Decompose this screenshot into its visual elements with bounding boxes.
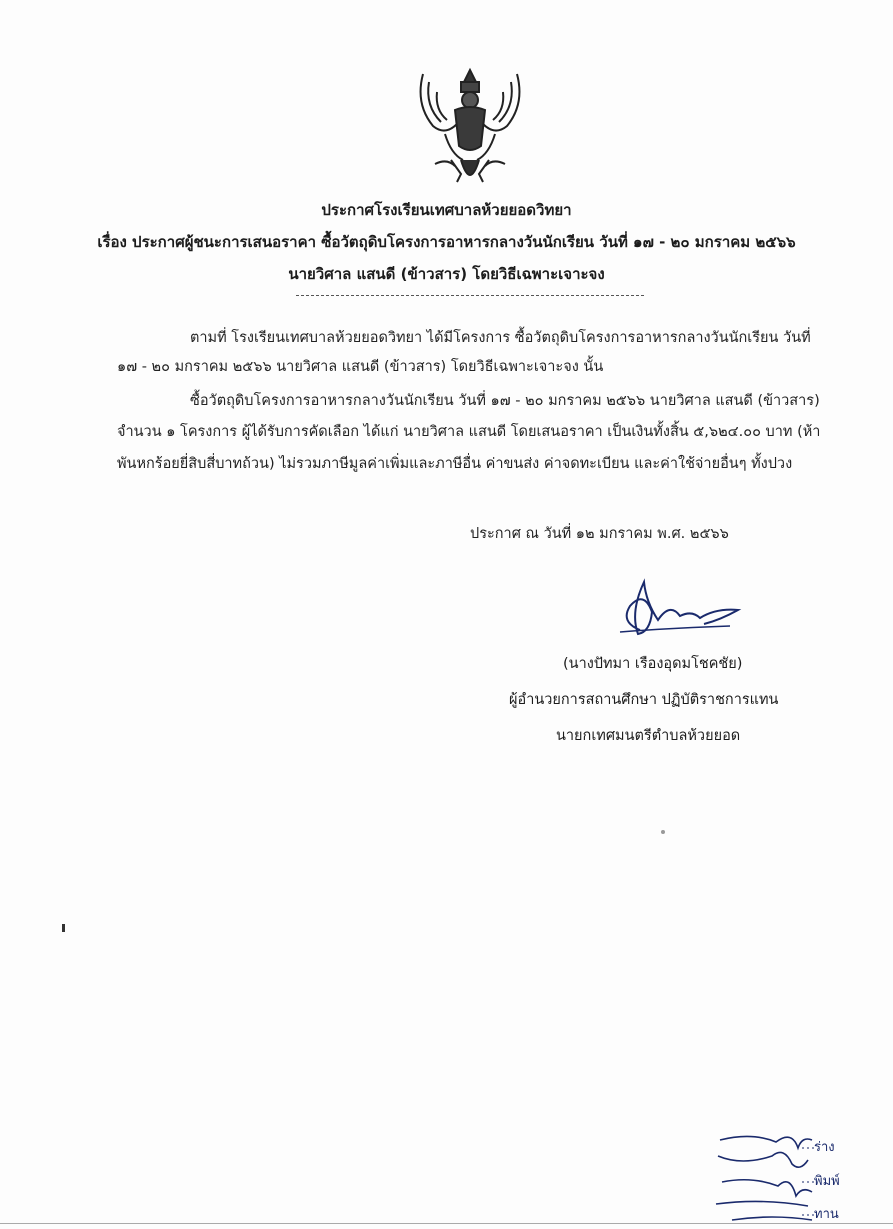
initials-label-typed: พิมพ์ <box>814 1174 840 1189</box>
initials-label-checked: ทาน <box>814 1207 839 1222</box>
scan-edge <box>0 1223 893 1224</box>
body-line: พันหกร้อยยี่สิบสี่บาทถ้วน) ไม่รวมภาษีมูลค่าเพิ่มและภาษีอื่น ค่าขนส่ง ค่าจดทะเบียน และค่าใช้จ่ายอื่นๆ ทั้งปวง <box>117 456 793 472</box>
garuda-emblem-icon <box>411 64 529 190</box>
handwritten-signature <box>600 572 750 642</box>
body-line: ๑๗ - ๒๐ มกราคม ๒๕๖๖ นายวิศาล แสนดี (ข้าวสาร) โดยวิธีเฉพาะเจาะจง นั้น <box>117 359 604 375</box>
signatory-name: (นางปัทมา เรืองอุดมโชคชัย) <box>563 656 743 672</box>
announcement-subject: เรื่อง ประกาศผู้ชนะการเสนอราคา ซื้อวัตถุดิบโครงการอาหารกลางวันนักเรียน วันที่ ๑๗ - ๒๐ มกราคม ๒๕๖๖ <box>97 233 796 251</box>
ink-speck <box>62 924 65 932</box>
initials-scribbles <box>712 1126 882 1226</box>
ink-speck <box>661 830 665 834</box>
announce-date: ประกาศ ณ วันที่ ๑๒ มกราคม พ.ศ. ๒๕๖๖ <box>470 526 729 542</box>
signatory-position: ผู้อำนวยการสถานศึกษา ปฏิบัติราชการแทน <box>509 692 779 708</box>
announcement-subject-continued: นายวิศาล แสนดี (ข้าวสาร) โดยวิธีเฉพาะเจาะจง <box>288 265 605 283</box>
body-line: จำนวน ๑ โครงการ ผู้ได้รับการคัดเลือก ได้แก่ นายวิศาล แสนดี โดยเสนอราคา เป็นเงินทั้งสิ้น ๕,๖๒๔.๐๐ บาท (ห้า <box>117 424 821 440</box>
initials-label-draft: ร่าง <box>814 1140 835 1155</box>
body-line: ตามที่ โรงเรียนเทศบาลห้วยยอดวิทยา ได้มีโครงการ ซื้อวัตถุดิบโครงการอาหารกลางวันนักเรียน วันที่ <box>190 330 811 346</box>
signatory-position-acting: นายกเทศมนตรีตำบลห้วยยอด <box>556 728 741 744</box>
dashed-divider <box>296 295 644 296</box>
announcement-title: ประกาศโรงเรียนเทศบาลห้วยยอดวิทยา <box>321 201 572 219</box>
body-line: ซื้อวัตถุดิบโครงการอาหารกลางวันนักเรียน วันที่ ๑๗ - ๒๐ มกราคม ๒๕๖๖ นายวิศาล แสนดี (ข้าวสาร) <box>190 393 820 409</box>
